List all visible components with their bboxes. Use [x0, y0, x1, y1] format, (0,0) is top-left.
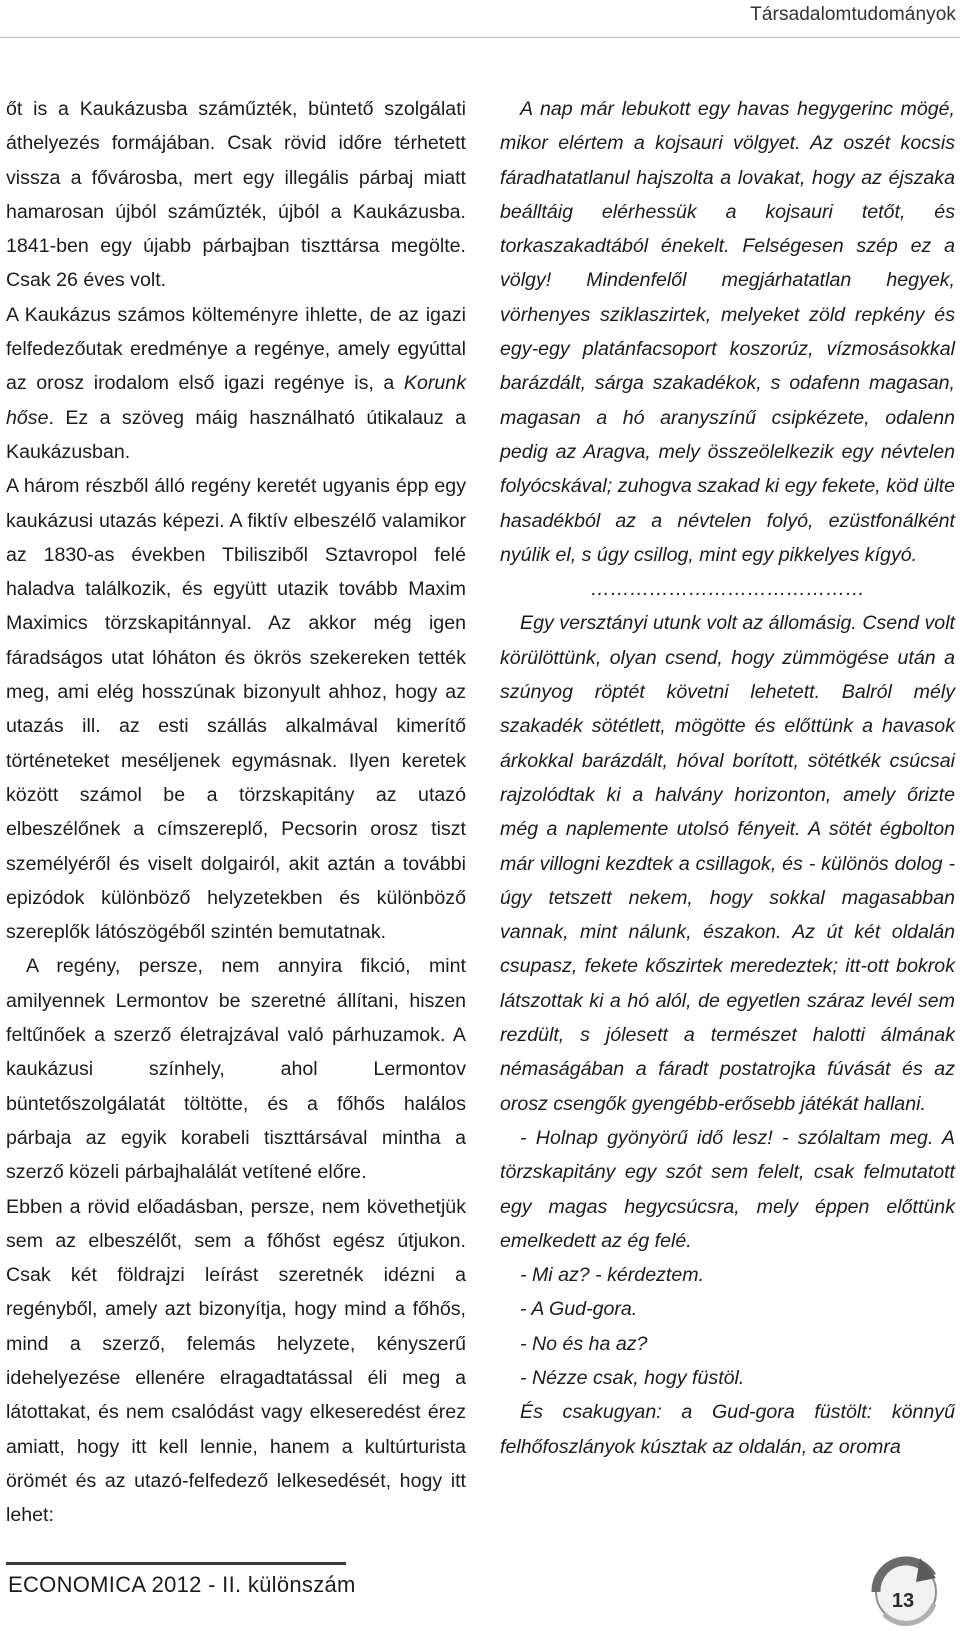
paragraph-novel-intro	[6, 298, 466, 469]
page-number: 13	[891, 1590, 915, 1612]
quote-dialog-question: - Mi az? - kérdeztem.	[520, 1264, 705, 1287]
right-column-quotation	[500, 92, 955, 1464]
quote-dialog-smoke: - Nézze csak, hogy füstöl.	[520, 1366, 745, 1389]
journal-name: ECONOMICA 2012 - II. különszám	[8, 1572, 356, 1597]
quote-valley: A nap már lebukott egy havas hegygerinc mögé, mikor elértem a kojsauri völgyet. Az oszét kocsis fáradhatatlanul hajszolta a lovakat, hogy az éjszaka beálltáig elérhessük a kojsauri tetőt, és torkaszakadtából énekelt. Felségesen szép ez a völgy! Mindenfelől megjárhatatlan hegyek, vörhenyes sziklaszirtek, melyeket zöld repkény és egy-egy platánfacsoport koszorúz, vízmosásokkal barázdált, sárga szakadékok, s odafenn magasan, magasan a hó aranyszínű csipkézete, odalenn pedig az Aragva, mely összeölelkezik egy névtelen folyócskával; zuhogva szakad ki egy fekete, köd ülte hasadékból az a névtelen folyó, ezüstfonálként nyúlik el, s úgy csillog, mint egy pikkelyes kígyó.	[500, 98, 955, 566]
quote-gud-gora: És csakugyan: a Gud-gora füstölt: könnyű felhőfoszlányok kúsztak az oldalán, az oromra	[500, 1401, 955, 1458]
quote-dialog-weather: - Holnap gyönyörű idő lesz! - szólaltam meg. A törzskapitány egy szót sem felelt, csak felmutatott egy magas hegycsúcsra, mely éppen előttünk emelkedett az ég felé.	[500, 1126, 955, 1252]
paragraph-frame-story: A három részből álló regény keretét ugyanis épp egy kaukázusi utazás képezi. A fiktív elbeszélő valamikor az 1830-as években Tbilisziből Sztavropol felé haladva találkozik, és együtt utazik tovább Maxim Maximics törzskapitánnyal. Az akkor még igen fáradságos utat lóháton és ökrös szekereken tették meg, ami elég hosszúnak bizonyult ahhoz, hogy az utazás ill. az esti szállás alkalmával kimerítő történeteket meséljenek egymásnak. Ilyen keretek között számol be a törzskapitány az utazó elbeszélőnek a címszereplő, Pecsorin orosz tiszt személyéről és viselt dolgairól, akit aztán a további epizódok különböző helyzetekben és különböző szereplők látószögéből szintén bemutatnak.	[6, 475, 466, 944]
novel-title: Korunk hőse	[6, 372, 466, 429]
paragraph-novel-intro-a: A Kaukázus számos költeményre ihlette, de az igazi felfedezőutak eredménye a regénye, amely egyúttal az orosz irodalom első igazi regénye is, a	[6, 303, 466, 395]
section-title: Társadalomtudományok	[750, 4, 956, 25]
paragraph-novel-intro-b: . Ez a szöveg máig használható útikalauz a Kaukázusban.	[6, 406, 466, 463]
paragraph-fiction: A regény, persze, nem annyira fikció, mint amilyennek Lermontov be szeretné állítani, hiszen feltűnőek a szerző életrajzával való párhuzamok. A kaukázusi színhely, ahol Lermontov büntetőszolgálatát töltötte, és a főhős halálos párbaja az egyik korabeli tiszttársával mintha a szerző közeli párbajhalálát vetítené előre.	[6, 955, 466, 1184]
header-divider	[0, 37, 960, 38]
quote-dialog-reply: - No és ha az?	[520, 1332, 648, 1355]
left-column	[6, 92, 466, 1532]
quote-dialog-answer: - A Gud-gora.	[520, 1298, 638, 1321]
paragraph-lecture: Ebben a rövid előadásban, persze, nem követhetjük sem az elbeszélőt, sem a főhőst egész útjukon. Csak két földrajzi leírást szeretnék idézni a regényből, amely azt bizonyítja, hogy mind a főhős, mind a szerző, felemás helyzete, kényszerű idehelyezése ellenére elragadtatással éli meg a látottakat, és nem csalódást vagy elkeseredést érez amiatt, hogy itt kell lennie, hanem a kultúrturista örömét és az utazó-felfedező lelkesedését, hogy itt lehet:	[6, 1195, 466, 1527]
quote-separator: ……………………………………	[590, 578, 865, 601]
paragraph-exile: őt is a Kaukázusba száműzték, büntető szolgálati áthelyezés formájában. Csak rövid időre térhetett vissza a fővárosba, mert egy illegális párbaj miatt hamarosan újból száműzték, újból a Kaukázusba. 1841-ben egy újabb párbajban tiszttársa megölte. Csak 26 éves volt.	[6, 98, 466, 292]
footer-divider	[6, 1562, 346, 1565]
quote-night-road: Egy versztányi utunk volt az állomásig. Csend volt körülöttünk, olyan csend, hogy zümmögése után a szúnyog röptét követni lehetett. Balról mély szakadék sötétlett, mögötte és előttünk a havasok árkokkal barázdált, hóval borított, sötétkék csúcsai rajzolódtak ki a halvány horizonton, amely őrizte még a naplemente utolsó fényeit. A sötét égbolton már villogni kezdtek a csillagok, és - különös dolog - úgy tetszett nekem, hogy sokkal magasabban vannak, mint nálunk, északon. Az út két oldalán csupasz, fekete kőszirtek meredeztek; itt-ott bokrok látszottak ki a hó alól, de egyetlen száraz levél sem rezdült, s jólesett a természet halotti álmának némaságában a fáradt postatrojka fúvását és az orosz csengők gyengébb-erősebb játékát hallani.	[500, 612, 955, 1115]
